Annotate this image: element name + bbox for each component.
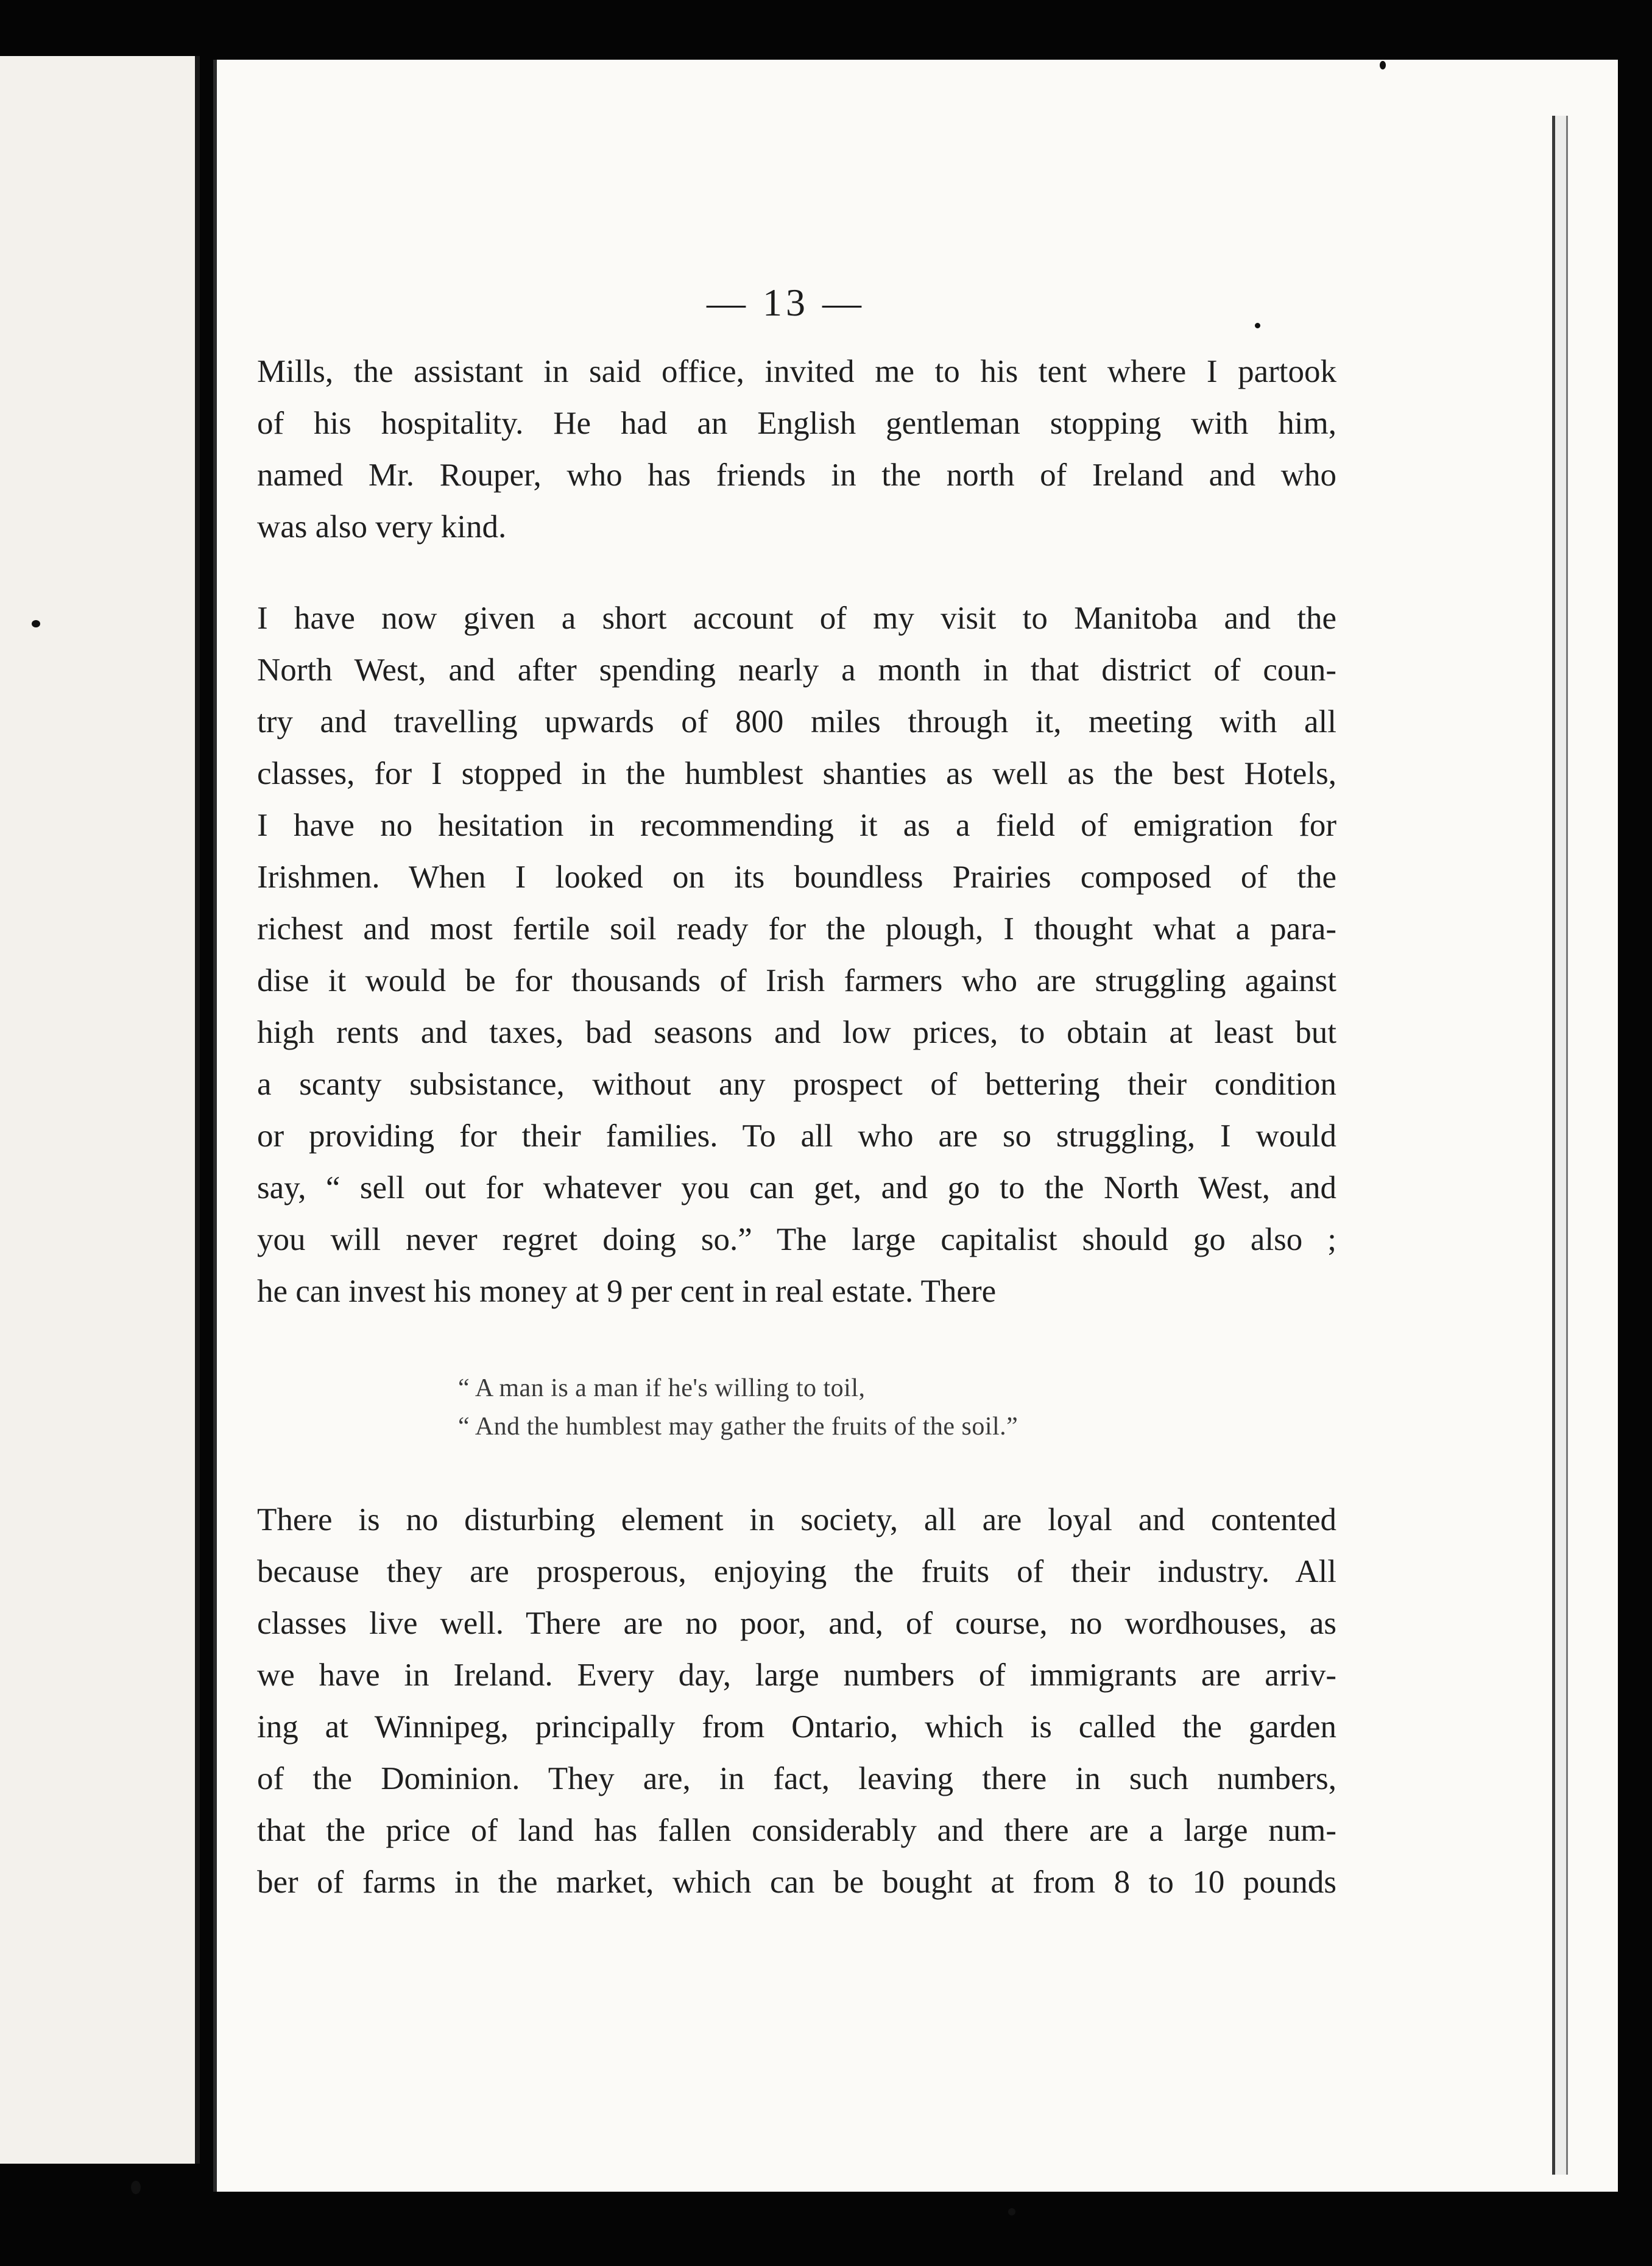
body-line: was also very kind. [257,509,507,545]
body-line: of the Dominion. They are, in fact, leaving there in such numbers, [257,1761,1336,1796]
body-line: Mills, the assistant in said office, invited me to his tent where I partook [257,354,1336,389]
body-line: classes, for I stopped in the humblest shanties as well as the best Hotels, [257,756,1336,791]
body-line: dise it would be for thousands of Irish farmers who are struggling against [257,963,1336,998]
body-line: Irishmen. When I looked on its boundless Prairies composed of the [257,859,1336,895]
body-line: because they are prosperous, enjoying the fruits of their industry. All [257,1554,1336,1589]
body-line: ing at Winnipeg, principally from Ontario, which is called the garden [257,1709,1336,1745]
body-line: of his hospitality. He had an English gentleman stopping with him, [257,406,1336,441]
body-line: high rents and taxes, bad seasons and low prices, to obtain at least but [257,1015,1336,1050]
scan-speck [131,2181,141,2194]
body-line: ber of farms in the market, which can be bought at from 8 to 10 pounds [257,1865,1336,1900]
body-line: try and travelling upwards of 800 miles through it, meeting with all [257,704,1336,739]
verse-quote-line: “ And the humblest may gather the fruits of the soil.” [458,1413,1018,1441]
body-line: you will never regret doing so.” The large capitalist should go also ; [257,1222,1336,1257]
scan-speck [1255,323,1260,328]
scan-speck [1008,2208,1015,2215]
body-line: I have now given a short account of my visit to Manitoba and the [257,601,1336,636]
body-line: he can invest his money at 9 per cent in real estate. There [257,1274,997,1309]
verse-quote-line: “ A man is a man if he's willing to toil, [458,1374,866,1402]
body-line: richest and most fertile soil ready for the plough, I thought what a para- [257,911,1336,947]
body-line: we have in Ireland. Every day, large numbers of immigrants are arriv- [257,1657,1336,1693]
body-line: classes live well. There are no poor, and, of course, no wordhouses, as [257,1606,1336,1641]
body-line: named Mr. Rouper, who has friends in the north of Ireland and who [257,457,1336,493]
page-edge [1552,116,1568,2175]
body-line: or providing for their families. To all who are so struggling, I would [257,1118,1336,1154]
facing-page [0,56,200,2164]
body-line: I have no hesitation in recommending it as a field of emigration for [257,808,1336,843]
body-line: There is no disturbing element in society, all are loyal and contented [257,1502,1336,1537]
body-line: North West, and after spending nearly a month in that district of coun- [257,652,1336,688]
body-line: say, “ sell out for whatever you can get, and go to the North West, and [257,1170,1336,1205]
scan-speck [1380,61,1386,69]
scan-speck [32,620,40,627]
body-line: that the price of land has fallen considerably and there are a large num- [257,1813,1336,1848]
page-number: — 13 — [707,281,865,324]
body-line: a scanty subsistance, without any prospect of bettering their condition [257,1067,1336,1102]
